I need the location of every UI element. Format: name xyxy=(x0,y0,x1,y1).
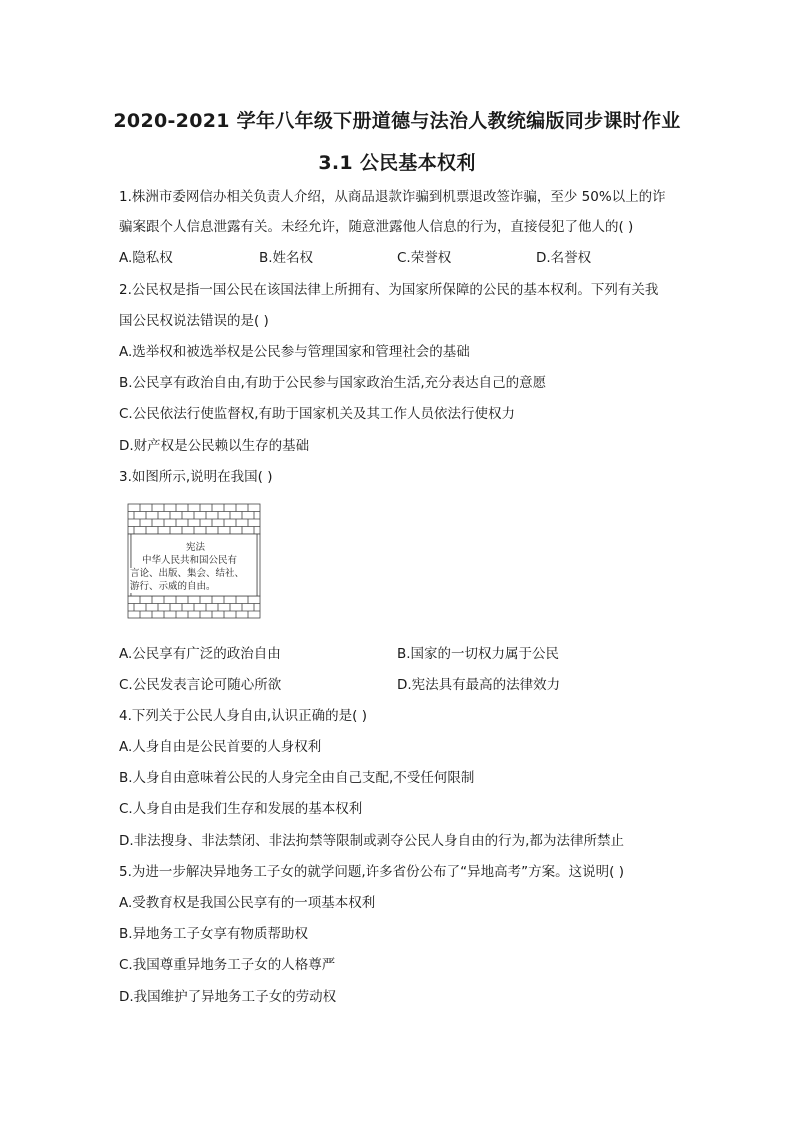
constitution-wall-figure xyxy=(124,502,264,620)
question-4-stem: 4.下列关于公民人身自由,认识正确的是( ) xyxy=(119,708,367,724)
question-3-option-a: A.公民享有广泛的政治自由 xyxy=(119,646,281,662)
question-2-stem-line-1: 2.公民权是指一国公民在该国法律上所拥有、为国家所保障的公民的基本权利。下列有关我 xyxy=(119,282,659,298)
question-1-option-b: B.姓名权 xyxy=(259,250,314,266)
question-5-option-c: C.我国尊重异地务工子女的人格尊严 xyxy=(119,957,336,973)
section-title: 3.1 公民基本权利 xyxy=(318,152,476,174)
question-2-option-d: D.财产权是公民赖以生存的基础 xyxy=(119,438,310,454)
question-1-stem-line-2: 骗案跟个人信息泄露有关。未经允许，随意泄露他人信息的行为，直接侵犯了他人的( ) xyxy=(119,219,634,235)
question-1-option-d: D.名誉权 xyxy=(536,250,592,266)
question-2-option-a: A.选举权和被选举权是公民参与管理国家和管理社会的基础 xyxy=(119,344,470,360)
document-title: 2020-2021 学年八年级下册道德与法治人教统编版同步课时作业 xyxy=(113,110,681,132)
question-3-option-d: D.宪法具有最高的法律效力 xyxy=(397,677,561,693)
question-3-option-b: B.国家的一切权力属于公民 xyxy=(397,646,560,662)
question-4-option-c: C.人身自由是我们生存和发展的基本权利 xyxy=(119,801,363,817)
question-1-option-a: A.隐私权 xyxy=(119,250,173,266)
question-4-option-d: D.非法搜身、非法禁闭、非法拘禁等限制或剥夺公民人身自由的行为,都为法律所禁止 xyxy=(119,833,624,849)
question-5-option-b: B.异地务工子女享有物质帮助权 xyxy=(119,926,309,942)
question-3-option-c: C.公民发表言论可随心所欲 xyxy=(119,677,282,693)
question-3-stem: 3.如图所示,说明在我国( ) xyxy=(119,469,273,485)
question-1-option-c: C.荣誉权 xyxy=(397,250,452,266)
question-2-stem-line-2: 国公民权说法错误的是( ) xyxy=(119,313,269,329)
figure-text-line-3: 游行、示威的自由。 xyxy=(130,581,216,592)
figure-text-line-1: 中华人民共和国公民有 xyxy=(142,555,238,566)
figure-text-line-2: 言论、出版、集会、结社、 xyxy=(130,568,245,579)
question-4-option-b: B.人身自由意味着公民的人身完全由自己支配,不受任何限制 xyxy=(119,770,475,786)
question-5-option-a: A.受教育权是我国公民享有的一项基本权利 xyxy=(119,895,376,911)
question-2-option-c: C.公民依法行使监督权,有助于国家机关及其工作人员依法行使权力 xyxy=(119,406,516,422)
question-2-option-b: B.公民享有政治自由,有助于公民参与国家政治生活,充分表达自己的意愿 xyxy=(119,375,547,391)
question-5-option-d: D.我国维护了异地务工子女的劳动权 xyxy=(119,989,337,1005)
figure-heading: 宪法 xyxy=(186,542,206,553)
question-5-stem: 5.为进一步解决异地务工子女的就学问题,许多省份公布了“异地高考”方案。这说明( ) xyxy=(119,864,624,880)
question-1-stem-line-1: 1.株洲市委网信办相关负责人介绍，从商品退款诈骗到机票退改签诈骗，至少 50%以上的诈 xyxy=(119,189,666,205)
question-4-option-a: A.人身自由是公民首要的人身权利 xyxy=(119,739,322,755)
